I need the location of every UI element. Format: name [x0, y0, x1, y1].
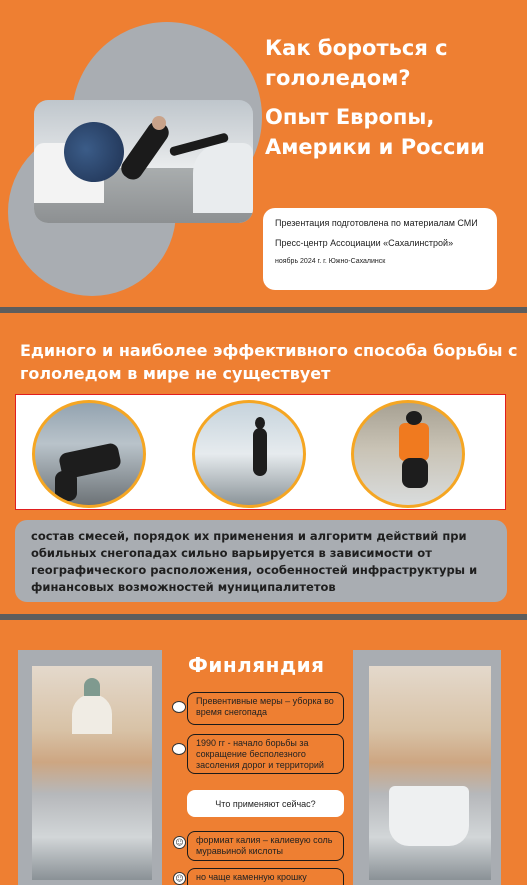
- list-item: 1990 гг - начало борьбы за сокращение бесполезного засоления дорог и территорий: [187, 734, 344, 774]
- thought-bubble-icon: [172, 743, 186, 755]
- smiley-icon: ☺: [173, 836, 186, 849]
- info-source: Презентация подготовлена по материалам СМИ: [275, 218, 478, 228]
- info-author: Пресс-центр Ассоциации «Сахалинстрой»: [275, 238, 454, 248]
- thought-bubble-icon: [172, 701, 186, 713]
- list-item: но чаще каменную крошку: [187, 868, 344, 885]
- list-item: Превентивные меры – уборка во время снегопада: [187, 692, 344, 725]
- photo-person-slipping: [34, 100, 253, 223]
- slide-title: [0, 0, 527, 307]
- photo-fallen-man: [32, 400, 146, 508]
- info-box: [263, 208, 497, 290]
- photo-worker-clearing-ice: [351, 400, 465, 508]
- photo-helsinki-harbour: [369, 666, 491, 880]
- photo-strip: [15, 394, 506, 510]
- info-date-place: ноябрь 2024 г. г. Южно-Сахалинск: [275, 258, 386, 265]
- photo-person-on-ice: [192, 400, 306, 508]
- country-title: Финляндия: [188, 653, 325, 677]
- photo-panel-left: [18, 650, 162, 885]
- slide-finland: [0, 620, 527, 885]
- slide-no-single-method: [0, 313, 527, 614]
- explanation-box: состав смесей, порядок их применения и алгоритм действий при обильных снегопадах сильно варьируется в зависимости от географического расположения, особенностей инфраструктуры и финансовых возможностей муниципалитетов: [15, 520, 507, 602]
- question-label: Что применяют сейчас?: [187, 790, 344, 817]
- list-item: формиат калия – калиевую соль муравьиной кислоты: [187, 831, 344, 861]
- slide-heading: Единого и наиболее эффективного способа борьбы с гололедом в мире не существует: [20, 341, 518, 383]
- photo-panel-right: [353, 650, 501, 885]
- smiley-icon: ☺: [173, 872, 186, 885]
- page-title: Как бороться с гололедом?: [265, 36, 448, 90]
- photo-helsinki-cathedral: [32, 666, 152, 880]
- page-subtitle: Опыт Европы, Америки и России: [265, 105, 485, 159]
